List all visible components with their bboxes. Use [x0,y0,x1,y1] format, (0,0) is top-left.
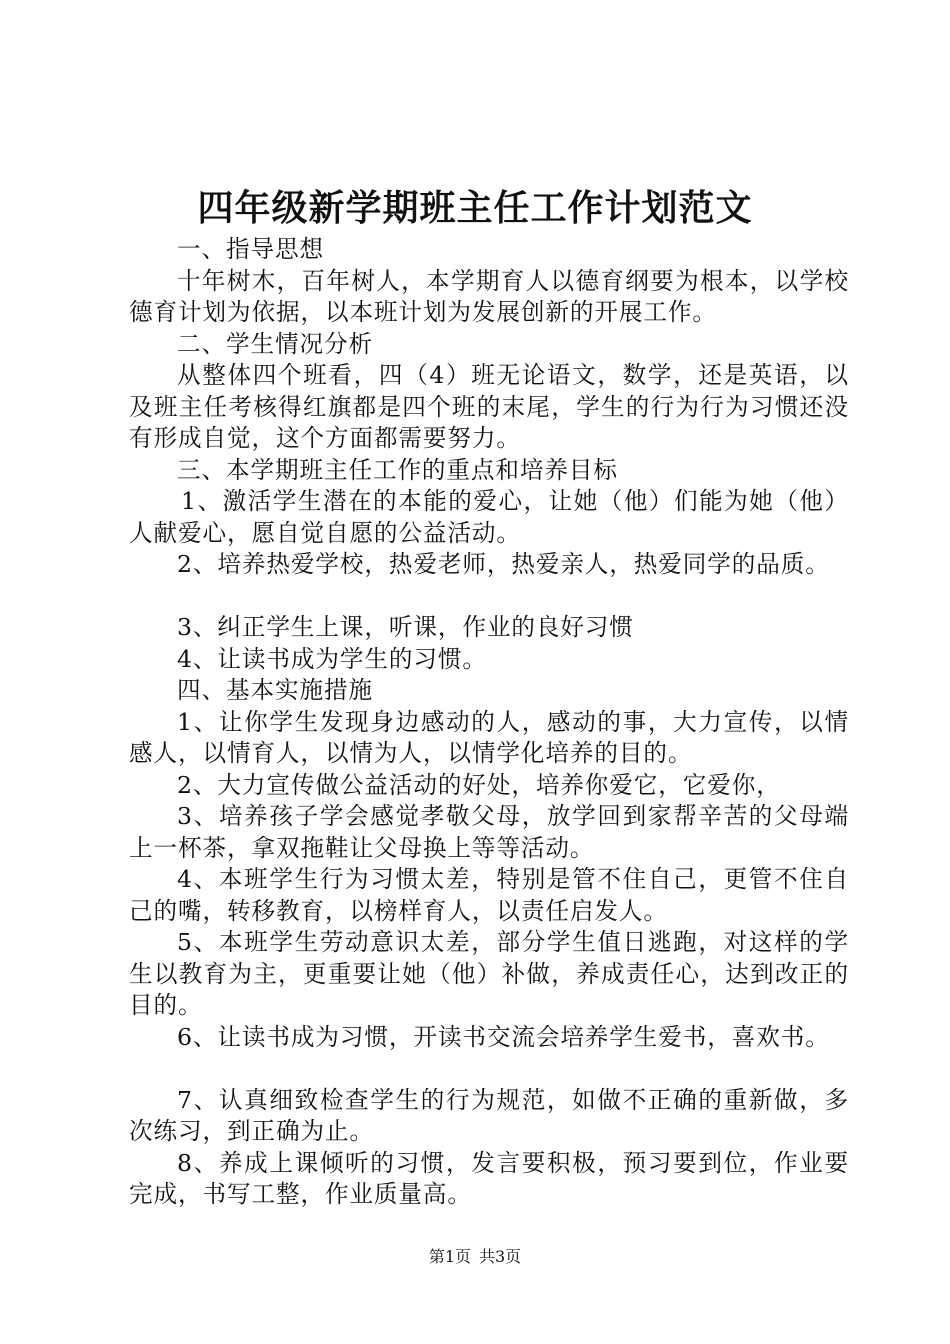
page-number: 第1页 [428,1247,471,1266]
list-item: 5、本班学生劳动意识太差，部分学生值日逃跑，对这样的学生以教育为主，更重要让她（他）补做，养成责任心，达到改正的目的。 [129,928,849,1019]
list-item: 1、让你学生发现身边感动的人，感动的事，大力宣传，以情感人，以情育人，以情为人，以情学化培养的目的。 [129,707,849,767]
list-item: 6、让读书成为习惯，开读书交流会培养学生爱书，喜欢书。 [177,1022,830,1051]
section-heading-3: 三、本学期班主任工作的重点和培养目标 [177,455,618,484]
section-heading-2: 二、学生情况分析 [177,329,373,358]
page-total: 共3页 [479,1247,522,1266]
list-item: 1、激活学生潜在的本能的爱心，让她（他）们能为她（他）人献爱心，愿自觉自愿的公益活动。 [129,487,849,547]
list-item: 4、本班学生行为习惯太差，特别是管不住自己，更管不住自己的嘴，转移教育，以榜样育人，以责任启发人。 [129,865,849,925]
paragraph: 十年树木，百年树人，本学期育人以德育纲要为根本，以学校德育计划为依据，以本班计划为发展创新的开展工作。 [129,266,849,326]
list-item: 8、养成上课倾听的习惯，发言要积极，预习要到位，作业要完成，书写工整，作业质量高。 [129,1148,849,1208]
paragraph: 从整体四个班看，四（4）班无论语文，数学，还是英语，以及班主任考核得红旗都是四个班的末尾，学生的行为行为习惯还没有形成自觉，这个方面都需要努力。 [129,361,849,452]
list-item: 7、认真细致检查学生的行为规范，如做不正确的重新做，多次练习，到正确为止。 [129,1085,849,1145]
list-item: 4、让读书成为学生的习惯。 [177,644,487,673]
page-footer [0,1247,950,1267]
document-title: 四年级新学期班主任工作计划范文 [197,187,753,229]
list-item: 2、大力宣传做公益活动的好处，培养你爱它，它爱你， [177,770,781,799]
list-item: 3、培养孩子学会感觉孝敬父母，放学回到家帮辛苦的父母端上一杯茶，拿双拖鞋让父母换上等等活动。 [129,802,849,862]
section-heading-1: 一、指导思想 [177,235,324,263]
document-body [129,234,849,1211]
list-item: 3、纠正学生上课，听课，作业的良好习惯 [177,613,634,641]
list-item: 2、培养热爱学校，热爱老师，热爱亲人，热爱同学的品质。 [177,550,830,578]
section-heading-4: 四、基本实施措施 [177,676,373,704]
